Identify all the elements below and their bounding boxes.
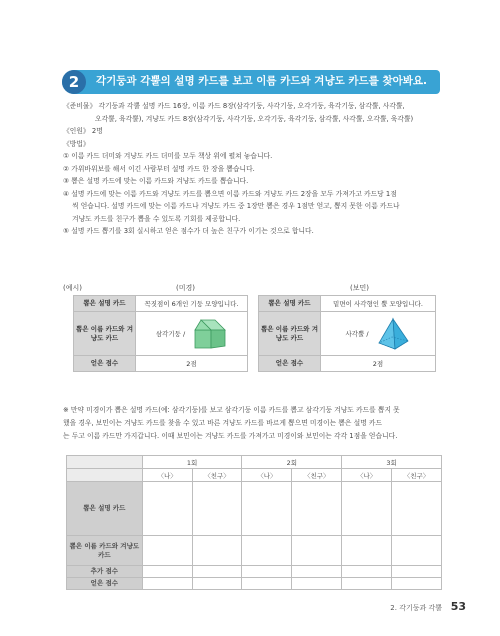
row-cards-label: 뽑은 이름 카드와 겨냥도 카드	[67, 536, 143, 566]
example-left-name: (미경)	[176, 284, 195, 292]
step-4-cont-2: 겨냥도 카드를 친구가 뽑을 수 있도록 기회를 제공합니다.	[72, 214, 241, 223]
score-cell[interactable]	[292, 482, 342, 536]
round-3-header: 3회	[342, 456, 442, 469]
example-row-score-label: 얻은 점수	[74, 356, 136, 372]
step-4-cont-1: 씩 얻습니다. 설명 카드에 맞는 이름 카드나 겨냥도 카드 중 1장만 뽑은 경우 1점만 얻고, 뽑지 못한 이름 카드나	[72, 202, 400, 210]
score-cell[interactable]	[142, 482, 192, 536]
example-label: (예시)	[63, 284, 82, 292]
round-2-header: 2회	[242, 456, 342, 469]
score-cell[interactable]	[242, 566, 292, 578]
score-cell[interactable]	[242, 482, 292, 536]
score-cell[interactable]	[292, 536, 342, 566]
example-left-cards	[136, 312, 248, 356]
score-cell[interactable]	[392, 536, 442, 566]
example-row-cards-label: 뽑은 이름 카드와 겨냥도 카드	[259, 312, 321, 356]
instructions	[63, 100, 443, 238]
example-left-shape-name: 삼각기둥 /	[155, 330, 186, 338]
example-row-score-label: 얻은 점수	[259, 356, 321, 372]
round-1-me: 〈나〉	[142, 469, 192, 482]
note-text	[63, 404, 443, 443]
score-cell[interactable]	[292, 578, 342, 590]
score-cell[interactable]	[342, 566, 392, 578]
score-table-corner-2	[67, 469, 143, 482]
people-line: 《인원》 2명	[63, 127, 103, 135]
score-cell[interactable]	[142, 566, 192, 578]
example-row-desc-label: 뽑은 설명 카드	[74, 296, 136, 312]
example-table-left	[73, 295, 248, 372]
example-right-desc: 밑면이 사각형인 뿔 모양입니다.	[321, 296, 436, 312]
footer-chapter-label: 2. 각기둥과 각뿔	[390, 604, 442, 612]
score-cell[interactable]	[192, 566, 242, 578]
example-row-cards-label: 뽑은 이름 카드와 겨냥도 카드	[74, 312, 136, 356]
example-left-desc: 꼭짓점이 6개인 기둥 모양입니다.	[136, 296, 248, 312]
row-extra-label: 추가 점수	[67, 566, 143, 578]
score-cell[interactable]	[392, 566, 442, 578]
round-3-me: 〈나〉	[342, 469, 392, 482]
score-cell[interactable]	[342, 536, 392, 566]
example-right-cards	[321, 312, 436, 356]
row-score-label: 얻은 점수	[67, 578, 143, 590]
note-line-3: 는 두고 이름 카드만 가지갑니다. 이때 보민이는 겨냥도 카드를 가져가고 미경이와 보민이는 각각 1점을 얻습니다.	[63, 432, 398, 440]
row-desc-label: 뽑은 설명 카드	[67, 482, 143, 536]
step-5: ⑤ 설명 카드 뽑기를 3회 실시하고 얻은 점수가 더 높은 친구가 이기는 것으로 합니다.	[63, 227, 314, 235]
round-3-friend: 〈친구〉	[392, 469, 442, 482]
square-pyramid-icon	[375, 317, 411, 351]
score-cell[interactable]	[192, 482, 242, 536]
example-left-score: 2점	[136, 356, 248, 372]
score-cell[interactable]	[392, 482, 442, 536]
score-cell[interactable]	[192, 578, 242, 590]
note-line-1: ※ 만약 미경이가 뽑은 설명 카드(예: 삼각기둥)를 보고 삼각기둥 이름 카드를 뽑고 삼각기둥 겨냥도 카드를 뽑지 못	[63, 406, 400, 414]
round-1-header: 1회	[142, 456, 242, 469]
note-line-2: 했을 경우, 보민이는 겨냥도 카드를 찾을 수 있고 바른 겨냥도 카드를 바르게 뽑으면 미경이는 뽑은 설명 카드	[63, 419, 383, 427]
example-row-desc-label: 뽑은 설명 카드	[259, 296, 321, 312]
materials-line-cont: 오각뿔, 육각뿔), 겨냥도 카드 8장(삼각기둥, 사각기둥, 오각기둥, 육각기둥, 삼각뿔, 사각뿔, 오각뿔, 육각뿔)	[95, 114, 414, 123]
round-2-me: 〈나〉	[242, 469, 292, 482]
score-cell[interactable]	[142, 578, 192, 590]
step-3: ③ 뽑은 설명 카드에 맞는 이름 카드와 겨냥도 카드를 뽑습니다.	[63, 177, 249, 185]
example-right-name: (보민)	[350, 284, 369, 292]
score-cell[interactable]	[242, 536, 292, 566]
materials-line: 《준비물》 각기둥과 각뿔 설명 카드 16장, 이름 카드 8장(삼각기둥, 사각기둥, 오각기둥, 육각기둥, 삼각뿔, 사각뿔,	[63, 102, 405, 110]
score-table-corner	[67, 456, 143, 469]
method-heading: 《방법》	[63, 139, 90, 148]
step-4: ④ 설명 카드에 맞는 이름 카드와 겨냥도 카드를 뽑으면 이름 카드와 겨냥도 카드 2장을 모두 가져가고 카드당 1점	[63, 189, 397, 198]
section-number: 2	[62, 70, 86, 94]
step-1: ① 이름 카드 더미와 겨냥도 카드 더미를 모두 책상 위에 펼쳐 놓습니다.	[63, 152, 273, 160]
score-table	[66, 455, 442, 590]
score-cell[interactable]	[242, 578, 292, 590]
score-cell[interactable]	[292, 566, 342, 578]
score-cell[interactable]	[342, 578, 392, 590]
example-table-right	[258, 295, 436, 372]
example-right-shape-name: 사각뿔 /	[345, 330, 369, 338]
round-2-friend: 〈친구〉	[292, 469, 342, 482]
score-cell[interactable]	[192, 536, 242, 566]
page-number: 53	[450, 600, 466, 613]
step-2: ② 가위바위보를 해서 이긴 사람부터 설명 카드 한 장을 뽑습니다.	[63, 164, 255, 173]
triangular-prism-icon	[191, 318, 227, 350]
section-title: 각기둥과 각뿔의 설명 카드를 보고 이름 카드와 겨냥도 카드를 찾아봐요.	[96, 75, 428, 87]
score-cell[interactable]	[342, 482, 392, 536]
score-cell[interactable]	[142, 536, 192, 566]
example-right-score: 2점	[321, 356, 436, 372]
score-cell[interactable]	[392, 578, 442, 590]
round-1-friend: 〈친구〉	[192, 469, 242, 482]
